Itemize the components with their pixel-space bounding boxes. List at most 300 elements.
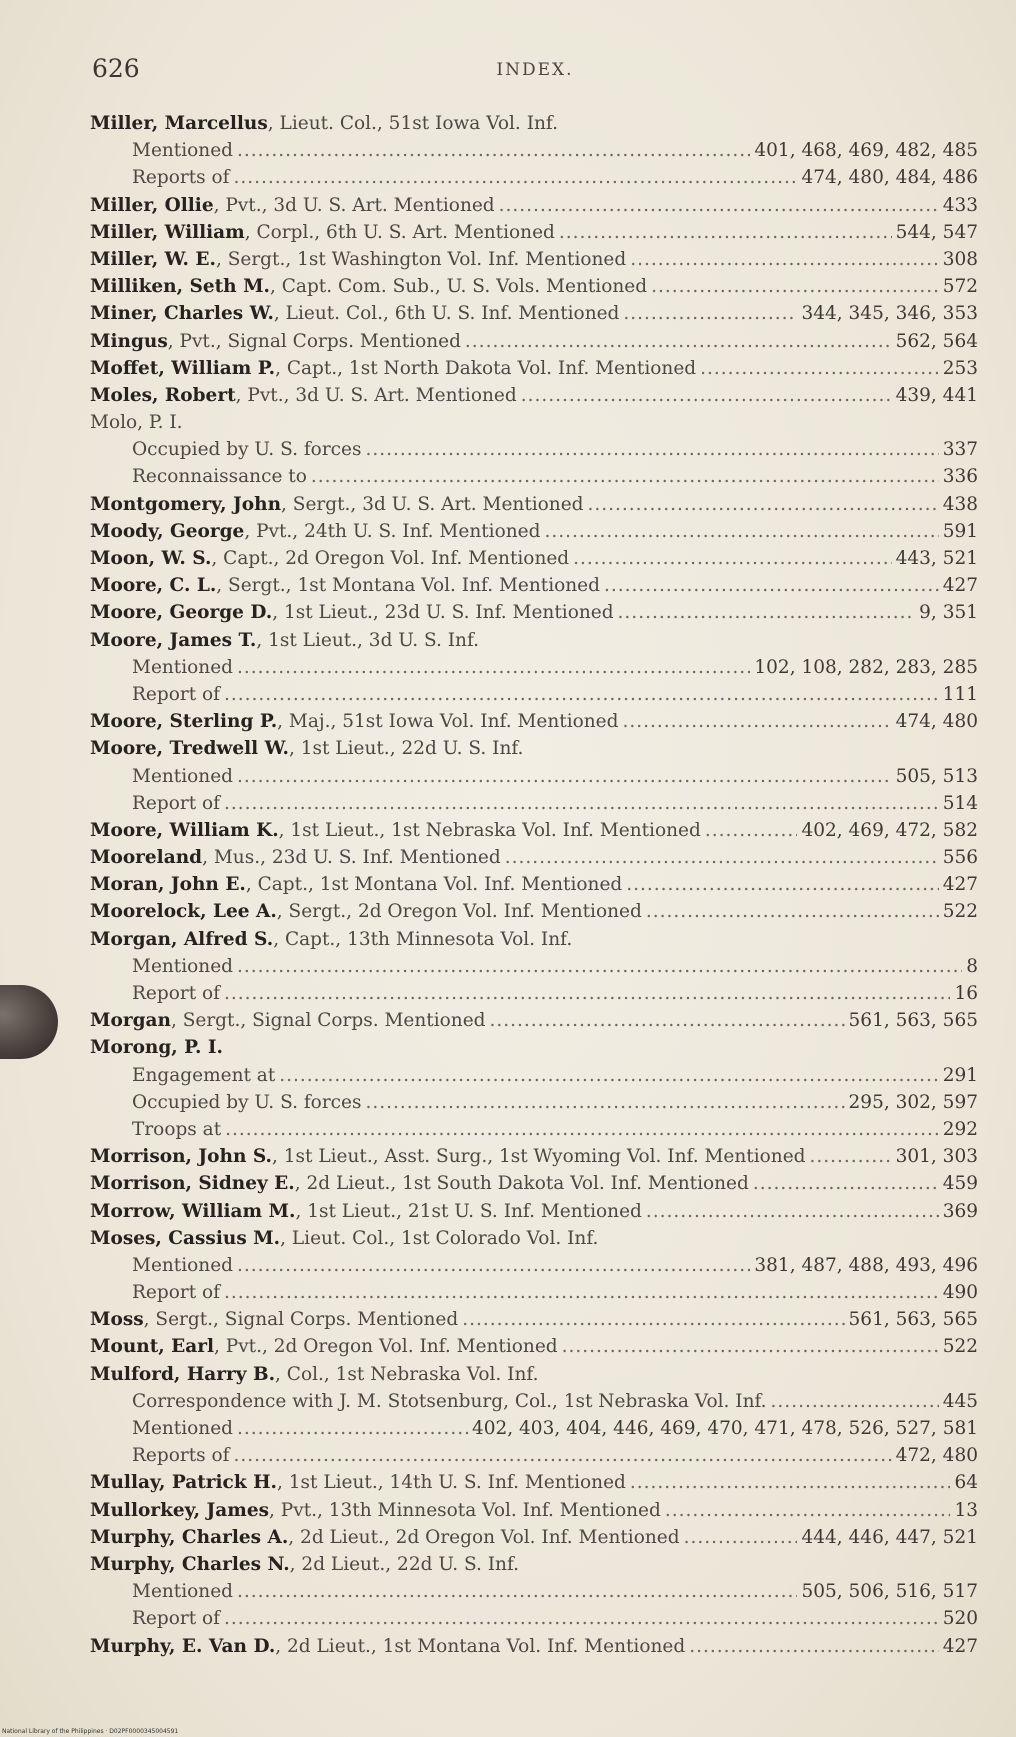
entry-description: , Col., 1st Nebraska Vol. Inf.: [275, 1363, 539, 1385]
index-entry: [90, 1089, 978, 1116]
entry-description: Mentioned: [132, 140, 234, 162]
page-references: 445: [942, 1390, 978, 1412]
entry-text: [90, 355, 696, 382]
entry-text: [132, 137, 233, 164]
entry-description: Reports of: [132, 1445, 230, 1467]
leader-dots: [588, 491, 939, 518]
entry-text: [90, 545, 569, 572]
entry-name: Moore, C. L.: [90, 575, 217, 597]
entry-name: Miller, Marcellus: [90, 113, 268, 134]
leader-dots: [559, 219, 892, 246]
index-entry: [90, 898, 978, 925]
entry-text: [90, 817, 701, 844]
leader-dots: [771, 1388, 939, 1415]
entry-name: Mulford, Harry B.: [90, 1363, 276, 1385]
page-references: 369: [942, 1200, 978, 1222]
entry-description: , Capt., 1st North Dakota Vol. Inf. Mentioned: [275, 357, 697, 379]
index-entry: [90, 219, 978, 246]
entry-text: [132, 654, 233, 681]
page-references: 459: [942, 1173, 978, 1195]
entry-text: [90, 1170, 749, 1197]
page-references: 292: [942, 1118, 978, 1140]
entry-text: [90, 491, 584, 518]
entry-text: [132, 790, 220, 817]
entry-description: , Capt., 2d Oregon Vol. Inf. Mentioned: [211, 548, 570, 569]
leader-dots: [505, 844, 939, 871]
page-references: 308: [942, 248, 978, 270]
page-references: 522: [942, 1336, 978, 1358]
entry-text: [132, 1279, 220, 1306]
entry-text: [90, 708, 618, 735]
page-references: 474, 480: [895, 711, 978, 733]
entry-name: Moses, Cassius M.: [90, 1227, 281, 1249]
entry-description: Reconnaissance to: [132, 466, 307, 488]
index-entry: [90, 1388, 978, 1415]
index-entry: [90, 1062, 978, 1089]
leader-dots: [630, 246, 938, 273]
leader-dots: [689, 1633, 939, 1660]
entry-description: , Sergt., 3d U. S. Art. Mentioned: [281, 493, 584, 515]
entry-name: Miller, Ollie: [90, 194, 214, 216]
leader-dots: [618, 599, 916, 626]
index-entry: [90, 1198, 978, 1225]
leader-dots: [224, 1605, 939, 1632]
page-references: 344, 345, 346, 353: [801, 303, 978, 325]
leader-dots: [365, 1089, 844, 1116]
entry-text: [132, 1605, 220, 1632]
entry-description: , 1st Lieut., 3d U. S. Inf.: [256, 629, 480, 651]
index-entry: [90, 1007, 978, 1034]
index-entry: [90, 1605, 978, 1632]
entry-name: Moore, James T.: [90, 629, 257, 651]
entry-description: Report of: [132, 683, 221, 705]
library-stamp: National Library of the Philippines · D02PF0000345004591: [2, 1728, 179, 1735]
entry-description: , Sergt., Signal Corps. Mentioned: [143, 1309, 459, 1331]
leader-dots: [809, 1143, 891, 1170]
leader-dots: [237, 953, 962, 980]
entry-description: , 1st Lieut., 23d U. S. Inf. Mentioned: [272, 602, 614, 624]
page-references: 591: [942, 520, 978, 542]
index-entry: [90, 1333, 978, 1360]
index-entry: [90, 1279, 978, 1306]
index-entry: [90, 1497, 978, 1524]
leader-dots: [311, 463, 939, 490]
entry-name: Moles, Robert: [90, 384, 236, 406]
index-entry: [90, 545, 978, 572]
page-references: 438: [942, 493, 978, 515]
page-references: 427: [942, 575, 978, 597]
index-entry: [90, 463, 978, 490]
entry-description: Report of: [132, 983, 221, 1004]
entry-text: [90, 1007, 486, 1034]
index-entry: [90, 273, 978, 300]
entry-text: [90, 1633, 685, 1660]
entry-description: Occupied by U. S. forces: [132, 439, 362, 461]
index-entry: [90, 817, 978, 844]
entry-description: , 1st Lieut., 1st Nebraska Vol. Inf. Mentioned: [278, 819, 701, 841]
entry-description: , Capt. Com. Sub., U. S. Vols. Mentioned: [270, 276, 648, 298]
entry-name: Moon, W. S.: [90, 548, 212, 569]
entry-text: [90, 273, 647, 300]
entry-text: [90, 328, 461, 355]
entry-description: , Lieut. Col., 51st Iowa Vol. Inf.: [267, 113, 558, 134]
entry-description: , Corpl., 6th U. S. Art. Mentioned: [244, 221, 555, 243]
entry-name: Morgan, Alfred S.: [90, 928, 274, 950]
index-entry: [90, 110, 978, 137]
entry-description: Correspondence with J. M. Stotsenburg, Col., 1st Nebraska Vol. Inf.: [132, 1390, 767, 1412]
entry-text: [90, 300, 619, 327]
entry-text: [90, 572, 600, 599]
entry-description: Troops at: [132, 1118, 222, 1140]
index-entry: [90, 1415, 978, 1442]
leader-dots: [224, 790, 939, 817]
entry-text: [90, 518, 540, 545]
entry-description: , Pvt., 13th Minnesota Vol. Inf. Mentioned: [269, 1499, 661, 1521]
entry-text: [90, 898, 642, 925]
entry-name: Morong, P. I.: [90, 1037, 223, 1059]
page-references: 336: [942, 466, 978, 488]
page-references: 522: [942, 901, 978, 923]
index-entry: [90, 844, 978, 871]
page-references: 443, 521: [895, 548, 978, 569]
leader-dots: [651, 273, 939, 300]
page-references: 337: [942, 439, 978, 461]
entry-text: [132, 681, 220, 708]
index-entry: [90, 763, 978, 790]
leader-dots: [365, 436, 938, 463]
entry-text: [90, 738, 523, 759]
entry-name: Murphy, Charles N.: [90, 1553, 290, 1575]
entry-text: [132, 1388, 767, 1415]
entry-name: Moore, George D.: [90, 602, 273, 624]
entry-description: , 2d Lieut., 22d U. S. Inf.: [289, 1553, 520, 1575]
leader-dots: [224, 1279, 939, 1306]
leader-dots: [225, 1116, 939, 1143]
leader-dots: [462, 1306, 844, 1333]
entry-name: Milliken, Seth M.: [90, 276, 270, 298]
leader-dots: [623, 300, 797, 327]
entry-text: [90, 630, 479, 651]
entry-description: , Pvt., 24th U. S. Inf. Mentioned: [244, 520, 541, 542]
entry-name: Moore, Sterling P.: [90, 711, 278, 733]
entry-description: , Maj., 51st Iowa Vol. Inf. Mentioned: [277, 711, 619, 733]
entry-description: , Lieut. Col., 6th U. S. Inf. Mentioned: [273, 303, 620, 325]
leader-dots: [705, 817, 798, 844]
index-entry: [90, 1578, 978, 1605]
leader-dots: [646, 1198, 939, 1225]
leader-dots: [562, 1333, 939, 1360]
entry-description: , Lieut. Col., 1st Colorado Vol. Inf.: [280, 1227, 599, 1249]
entry-text: [90, 1524, 680, 1551]
leader-dots: [234, 1442, 892, 1469]
entry-text: [132, 953, 233, 980]
index-entry: [90, 518, 978, 545]
entry-description: , Sergt., 1st Montana Vol. Inf. Mentioned: [216, 575, 600, 597]
entry-text: [90, 1143, 805, 1170]
entry-description: Mentioned: [132, 765, 234, 787]
entry-description: Mentioned: [132, 656, 234, 678]
page-references: 561, 563, 565: [848, 1309, 978, 1331]
leader-dots: [224, 681, 939, 708]
entry-text: [132, 164, 230, 191]
leader-dots: [279, 1062, 938, 1089]
entry-text: [90, 1554, 519, 1575]
leader-dots: [237, 763, 892, 790]
entry-name: Miner, Charles W.: [90, 303, 274, 325]
index-entry: [90, 1551, 978, 1578]
page-references: 402, 469, 472, 582: [801, 819, 978, 841]
index-entry: [90, 246, 978, 273]
entry-description: , 1st Lieut., 21st U. S. Inf. Mentioned: [295, 1200, 642, 1222]
leader-dots: [490, 1007, 845, 1034]
leader-dots: [465, 328, 892, 355]
leader-dots: [630, 1469, 951, 1496]
leader-dots: [626, 871, 938, 898]
entry-description: Occupied by U. S. forces: [132, 1091, 362, 1113]
entry-description: , Capt., 13th Minnesota Vol. Inf.: [273, 928, 573, 950]
leader-dots: [237, 1415, 468, 1442]
entry-text: [90, 1198, 642, 1225]
leader-dots: [665, 1497, 951, 1524]
page-references: 301, 303: [895, 1146, 978, 1168]
entry-name: Moffet, William P.: [90, 357, 276, 379]
entry-text: [132, 763, 233, 790]
index-entry: [90, 1034, 978, 1061]
entry-name: Miller, William: [90, 221, 245, 243]
page-references: 16: [954, 983, 978, 1004]
entry-text: [132, 1252, 233, 1279]
entry-description: , Pvt., 3d U. S. Art. Mentioned: [235, 384, 517, 406]
index-entry: [90, 953, 978, 980]
entry-text: [90, 1333, 558, 1360]
index-entry: [90, 491, 978, 518]
entry-text: [132, 1442, 230, 1469]
entry-text: [132, 1415, 233, 1442]
leader-dots: [237, 1578, 797, 1605]
page-references: 253: [942, 357, 978, 379]
entry-text: [132, 1578, 233, 1605]
page-references: 111: [942, 683, 978, 705]
entry-name: Moss: [90, 1309, 144, 1331]
page-references: 13: [954, 1499, 978, 1521]
index-entry: [90, 790, 978, 817]
entry-text: [90, 1469, 626, 1496]
page-references: 562, 564: [895, 330, 978, 352]
index-entry: [90, 735, 978, 762]
leader-dots: [237, 654, 750, 681]
page-references: 9, 351: [919, 602, 978, 624]
entry-text: [90, 1306, 458, 1333]
index-entry: [90, 1469, 978, 1496]
index-entry: [90, 572, 978, 599]
entry-description: Mentioned: [132, 1254, 234, 1276]
entry-text: [90, 412, 183, 433]
entry-description: Report of: [132, 1282, 221, 1304]
leader-dots: [573, 545, 891, 572]
entry-description: Mentioned: [132, 1581, 234, 1603]
entry-text: [132, 980, 220, 1007]
entry-description: , Pvt., Signal Corps. Mentioned: [167, 330, 461, 352]
index-entry: [90, 382, 978, 409]
index-entry: [90, 627, 978, 654]
page-references: 433: [942, 194, 978, 216]
entry-description: , Pvt., 3d U. S. Art. Mentioned: [213, 194, 495, 216]
entry-name: Morrison, John S.: [90, 1146, 273, 1168]
page-references: 102, 108, 282, 283, 285: [754, 656, 978, 678]
index-entries: [90, 110, 978, 1660]
entry-name: Mullay, Patrick H.: [90, 1472, 277, 1494]
page-references: 561, 563, 565: [848, 1010, 978, 1032]
entry-description: , Sergt., Signal Corps. Mentioned: [170, 1010, 486, 1032]
leader-dots: [237, 137, 750, 164]
index-entry: [90, 980, 978, 1007]
entry-description: , 1st Lieut., Asst. Surg., 1st Wyoming Vol. Inf. Mentioned: [272, 1146, 806, 1168]
index-entry: [90, 599, 978, 626]
leader-dots: [753, 1170, 939, 1197]
entry-name: Morrow, William M.: [90, 1200, 296, 1222]
index-entry: [90, 137, 978, 164]
page-references: 544, 547: [895, 221, 978, 243]
entry-description: , Pvt., 2d Oregon Vol. Inf. Mentioned: [214, 1336, 558, 1358]
entry-name: Moorelock, Lee A.: [90, 901, 277, 923]
page-references: 520: [942, 1608, 978, 1630]
page-references: 381, 487, 488, 493, 496: [754, 1254, 978, 1276]
entry-name: Mingus: [90, 330, 168, 352]
entry-name: Mount, Earl: [90, 1336, 215, 1358]
entry-description: , Sergt., 1st Washington Vol. Inf. Mentioned: [215, 248, 627, 270]
page-header: [92, 54, 978, 86]
entry-text: [132, 436, 361, 463]
index-entry: [90, 164, 978, 191]
entry-name: Mooreland: [90, 847, 203, 869]
index-entry: [90, 1143, 978, 1170]
entry-name: Morgan: [90, 1010, 171, 1032]
index-entry: [90, 192, 978, 219]
leader-dots: [646, 898, 939, 925]
leader-dots: [684, 1524, 798, 1551]
page-references: 64: [954, 1472, 978, 1494]
entry-name: Montgomery, John: [90, 493, 282, 515]
page-references: 514: [942, 792, 978, 814]
entry-name: Moran, John E.: [90, 874, 246, 896]
entry-description: , 2d Lieut., 1st South Dakota Vol. Inf. Mentioned: [294, 1173, 749, 1195]
page-references: 8: [966, 955, 978, 977]
index-entry: [90, 654, 978, 681]
entry-text: [90, 929, 572, 950]
index-entry: [90, 1442, 978, 1469]
index-entry: [90, 1306, 978, 1333]
index-entry: [90, 1361, 978, 1388]
entry-name: Moody, George: [90, 520, 245, 542]
page-references: 472, 480: [895, 1445, 978, 1467]
index-entry: [90, 1225, 978, 1252]
index-entry: [90, 871, 978, 898]
page-references: 295, 302, 597: [848, 1091, 978, 1113]
entry-text: [90, 599, 614, 626]
leader-dots: [234, 164, 798, 191]
entry-description: Engagement at: [132, 1064, 276, 1086]
index-entry: [90, 1524, 978, 1551]
leader-dots: [604, 572, 939, 599]
entry-description: , 1st Lieut., 22d U. S. Inf.: [288, 738, 524, 760]
page-references: 427: [942, 874, 978, 896]
entry-text: [90, 192, 495, 219]
page-references: 490: [942, 1282, 978, 1304]
index-entry: [90, 1116, 978, 1143]
index-entry: [90, 1252, 978, 1279]
entry-description: Molo, P. I.: [90, 412, 183, 434]
index-entry: [90, 926, 978, 953]
entry-name: Murphy, Charles A.: [90, 1526, 289, 1548]
entry-description: , 2d Lieut., 1st Montana Vol. Inf. Mentioned: [275, 1635, 686, 1657]
index-entry: [90, 328, 978, 355]
entry-description: Mentioned: [132, 1418, 234, 1439]
entry-description: Reports of: [132, 167, 230, 189]
index-entry: [90, 355, 978, 382]
page-references: 401, 468, 469, 482, 485: [754, 140, 978, 162]
index-entry: [90, 681, 978, 708]
page-number: 626: [92, 54, 140, 83]
page-references: 444, 446, 447, 521: [801, 1526, 978, 1548]
entry-name: Murphy, E. Van D.: [90, 1635, 276, 1657]
leader-dots: [499, 192, 939, 219]
page-references: 556: [942, 847, 978, 869]
page-references: 505, 513: [895, 765, 978, 787]
entry-name: Miller, W. E.: [90, 248, 216, 270]
page-references: 439, 441: [895, 384, 978, 406]
entry-name: Mullorkey, James: [90, 1499, 270, 1521]
index-entry: [90, 1633, 978, 1660]
entry-name: Morrison, Sidney E.: [90, 1173, 295, 1195]
index-entry: [90, 1170, 978, 1197]
leader-dots: [224, 980, 950, 1007]
page-references: 402, 403, 404, 446, 469, 470, 471, 478, 526, 527, 581: [471, 1418, 978, 1439]
page-references: 474, 480, 484, 486: [801, 167, 978, 189]
entry-text: [90, 382, 517, 409]
entry-description: Mentioned: [132, 955, 234, 977]
entry-description: Report of: [132, 1608, 221, 1630]
entry-name: Moore, William K.: [90, 819, 279, 841]
page-references: 505, 506, 516, 517: [801, 1581, 978, 1603]
page-references: 427: [942, 1635, 978, 1657]
entry-text: [90, 219, 555, 246]
thumb-shadow: [0, 985, 58, 1059]
entry-name: Moore, Tredwell W.: [90, 738, 289, 760]
index-entry: [90, 436, 978, 463]
entry-text: [132, 463, 307, 490]
leader-dots: [521, 382, 892, 409]
entry-text: [90, 1228, 598, 1249]
entry-text: [90, 844, 501, 871]
index-entry: [90, 708, 978, 735]
page-title: INDEX.: [496, 60, 574, 80]
entry-text: [90, 1037, 223, 1058]
index-entry: [90, 409, 978, 436]
entry-description: , 1st Lieut., 14th U. S. Inf. Mentioned: [277, 1472, 626, 1494]
page-references: 291: [942, 1064, 978, 1086]
entry-description: Report of: [132, 792, 221, 814]
leader-dots: [544, 518, 938, 545]
leader-dots: [700, 355, 939, 382]
entry-description: , Mus., 23d U. S. Inf. Mentioned: [202, 847, 501, 869]
entry-text: [90, 1364, 538, 1385]
leader-dots: [622, 708, 891, 735]
entry-text: [90, 113, 558, 134]
entry-description: , Capt., 1st Montana Vol. Inf. Mentioned: [245, 874, 623, 896]
page-references: 572: [942, 276, 978, 298]
entry-description: , Sergt., 2d Oregon Vol. Inf. Mentioned: [276, 901, 642, 923]
entry-text: [90, 871, 622, 898]
